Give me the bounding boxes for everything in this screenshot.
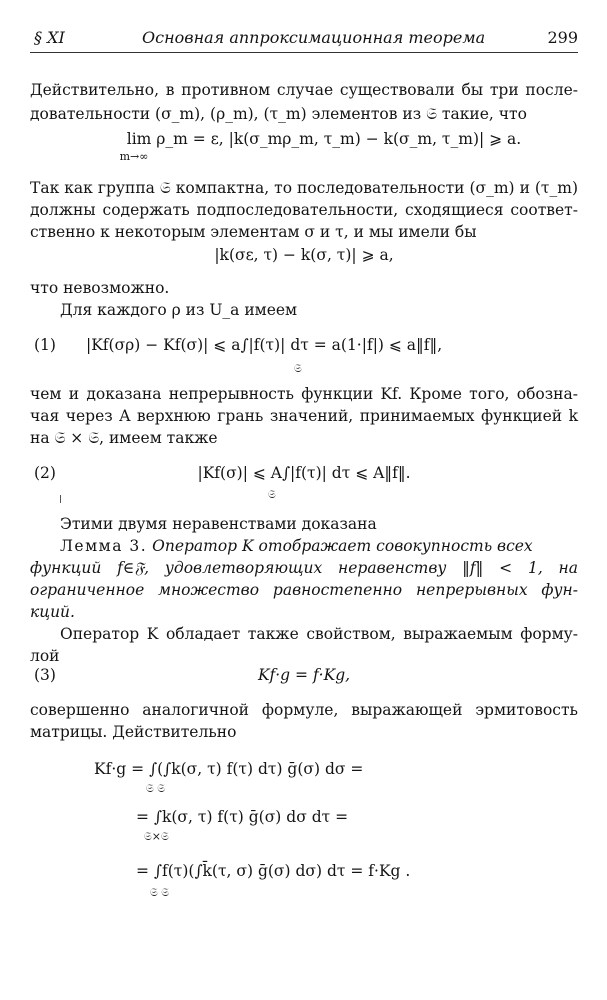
equation-lim: lim ρ_m = ε, |k(σ_mρ_m, τ_m) − k(σ_m, τ_m)| ⩾ a.: [126, 130, 522, 148]
text-line: на 𝔖 × 𝔖, имеем также: [30, 429, 218, 447]
text-line: совершенно аналогичной формуле, выражающей эрмитовость: [30, 701, 578, 719]
section-mark: § XI: [34, 28, 65, 47]
text-line: матрицы. Действительно: [30, 723, 237, 741]
lemma-text: Оператор K отображает совокупность всех: [152, 537, 533, 555]
equation-2-subscript: 𝔖: [268, 488, 276, 501]
equation-k: |k(σε, τ) − k(σ, τ)| ⩾ a,: [214, 246, 394, 264]
equation-4c: = ∫f(τ)(∫k̄(τ, σ) ḡ(σ) dσ) dτ = f·Kg .: [136, 862, 411, 880]
equation-4a: Kf·g = ∫(∫k(σ, τ) f(τ) dτ) ḡ(σ) dσ =: [94, 760, 364, 778]
equation-4a-subscript: 𝔖 𝔖: [146, 782, 165, 795]
lemma-line: ограниченное множество равностепенно непрерывных фун-: [30, 581, 578, 599]
page-number: 299: [547, 28, 578, 47]
running-title: Основная аппроксимационная теорема: [142, 28, 486, 47]
text-line: Этими двумя неравенствами доказана: [60, 515, 377, 533]
text-line: ственно к некоторым элементам σ и τ, и мы имели бы: [30, 223, 477, 241]
equation-1: |Kf(σρ) − Kf(σ)| ⩽ a∫|f(τ)| dτ = a(1·|f|) ⩽ a‖f‖,: [86, 336, 443, 354]
equation-4c-subscript: 𝔖 𝔖: [150, 886, 169, 899]
lemma-line: [60, 536, 578, 556]
equation-lim-subscript: m→∞: [119, 150, 149, 163]
equation-2: |Kf(σ)| ⩽ A∫|f(τ)| dτ ⩽ A‖f‖.: [197, 464, 411, 482]
text-line: чая через A верхнюю грань значений, принимаемых функцией k: [30, 407, 578, 425]
equation-4b-subscript: 𝔖×𝔖: [144, 830, 169, 843]
text-line: Действительно, в противном случае существовали бы три после-: [30, 81, 578, 99]
equation-3-label: (3): [34, 666, 56, 684]
equation-4b: = ∫k(σ, τ) f(τ) ḡ(σ) dσ dτ =: [136, 808, 349, 826]
lemma-line: функций f∈𝔉, удовлетворяющих неравенству ‖f‖ < 1, на: [30, 559, 578, 577]
text-line: лой: [30, 647, 60, 665]
running-header: [30, 28, 578, 52]
text-line: Оператор K обладает также свойством, выражаемым форму-: [60, 625, 578, 643]
text-line: Для каждого ρ из U_a имеем: [60, 301, 298, 319]
lemma-heading: Лемма 3.: [60, 537, 148, 555]
text-line: чем и доказана непрерывность функции Kf. Кроме того, обозна-: [30, 385, 578, 403]
equation-2-label: (2): [34, 464, 56, 482]
lemma-line: кций.: [30, 603, 75, 621]
equation-3: Kf·g = f·Kg,: [257, 666, 351, 684]
header-rule: [30, 52, 578, 53]
text-line: довательности (σ_m), (ρ_m), (τ_m) элементов из 𝔖 такие, что: [30, 105, 527, 123]
text-line: должны содержать подпоследовательности, сходящиеся соответ-: [30, 201, 578, 219]
equation-1-subscript: 𝔖: [294, 362, 302, 375]
text-line: Так как группа 𝔖 компактна, то последовательности (σ_m) и (τ_m): [30, 179, 578, 197]
book-page: [30, 0, 578, 1000]
scan-mark: [60, 495, 61, 503]
text-line: что невозможно.: [30, 279, 170, 297]
equation-1-label: (1): [34, 336, 56, 354]
